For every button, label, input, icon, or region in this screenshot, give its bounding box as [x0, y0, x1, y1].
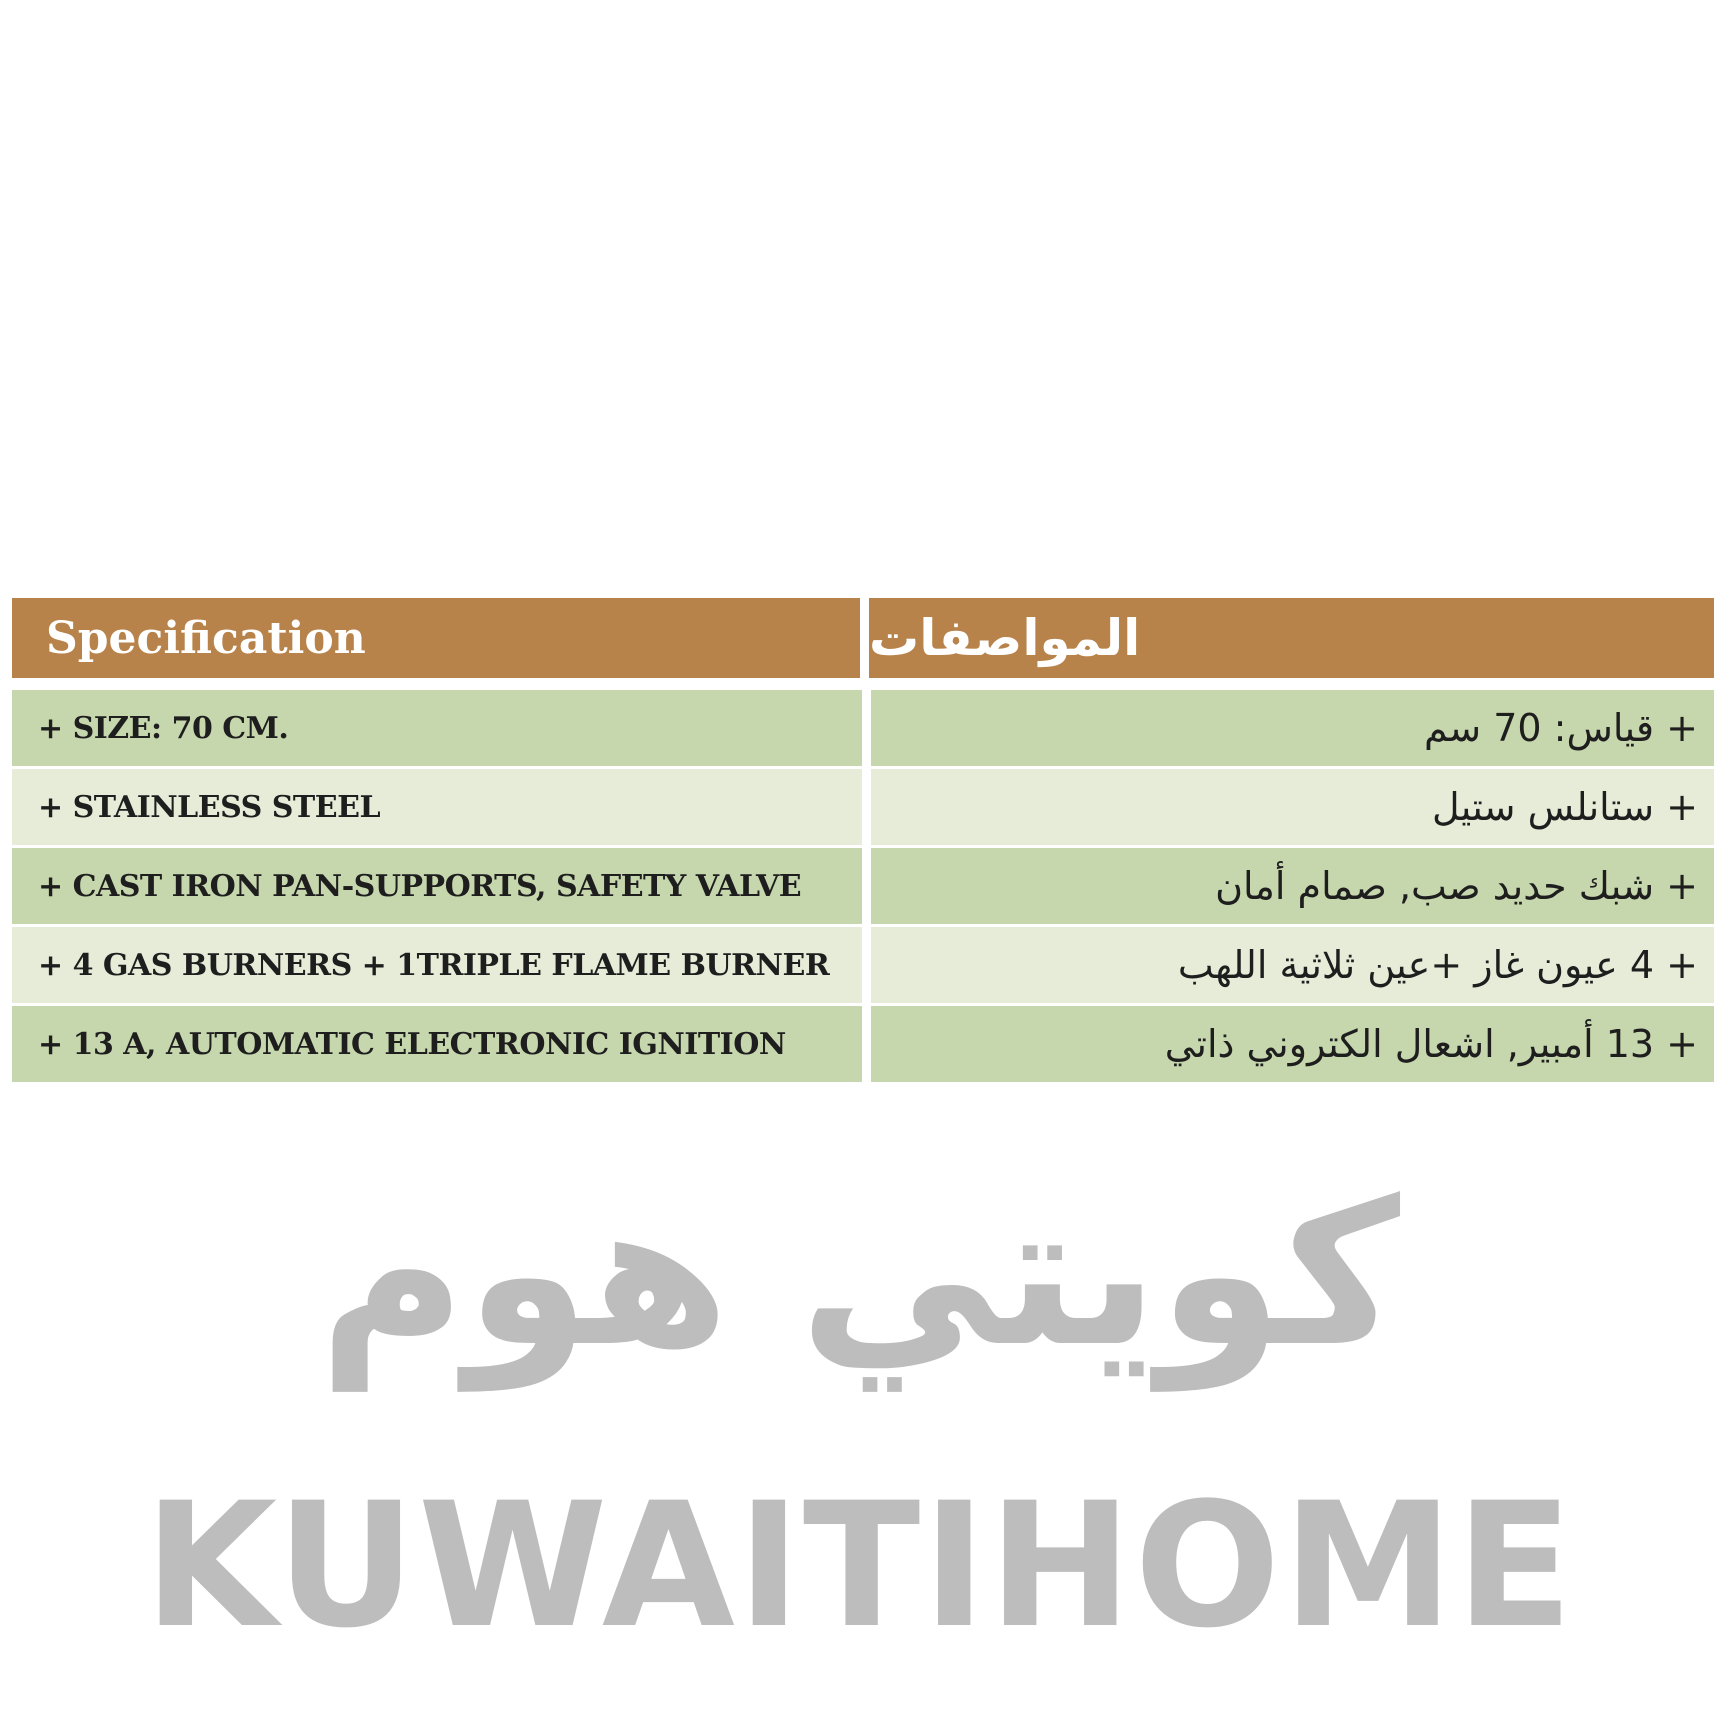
table-row — [12, 1006, 1714, 1082]
spec-arabic: + شبك حديد صب, صمام أمان — [871, 848, 1714, 924]
table-header — [12, 598, 1714, 678]
spec-english: + 13 A, AUTOMATIC ELECTRONIC IGNITION — [12, 1006, 862, 1082]
spec-arabic: + 13 أمبير, اشعال الكتروني ذاتي — [871, 1006, 1714, 1082]
header-specification-arabic: المواصفات — [869, 598, 1714, 678]
table-row — [12, 927, 1714, 1003]
header-specification: Specification — [12, 598, 860, 678]
table-row — [12, 769, 1714, 845]
watermark-arabic: كويتي هوم — [318, 1158, 1401, 1391]
spec-arabic: + قياس: 70 سم — [871, 690, 1714, 766]
spec-arabic: + 4 عيون غاز +عين ثلاثية اللهب — [871, 927, 1714, 1003]
spec-english: + CAST IRON PAN-SUPPORTS, SAFETY VALVE — [12, 848, 862, 924]
table-row — [12, 848, 1714, 924]
spec-english: + 4 GAS BURNERS + 1TRIPLE FLAME BURNER — [12, 927, 862, 1003]
watermark-english: KUWAITIHOME — [143, 1465, 1576, 1666]
specification-table — [12, 598, 1714, 1086]
spec-english: + SIZE: 70 CM. — [12, 690, 862, 766]
table-row — [12, 690, 1714, 766]
spec-arabic: + ستانلس ستيل — [871, 769, 1714, 845]
spec-english: + STAINLESS STEEL — [12, 769, 862, 845]
